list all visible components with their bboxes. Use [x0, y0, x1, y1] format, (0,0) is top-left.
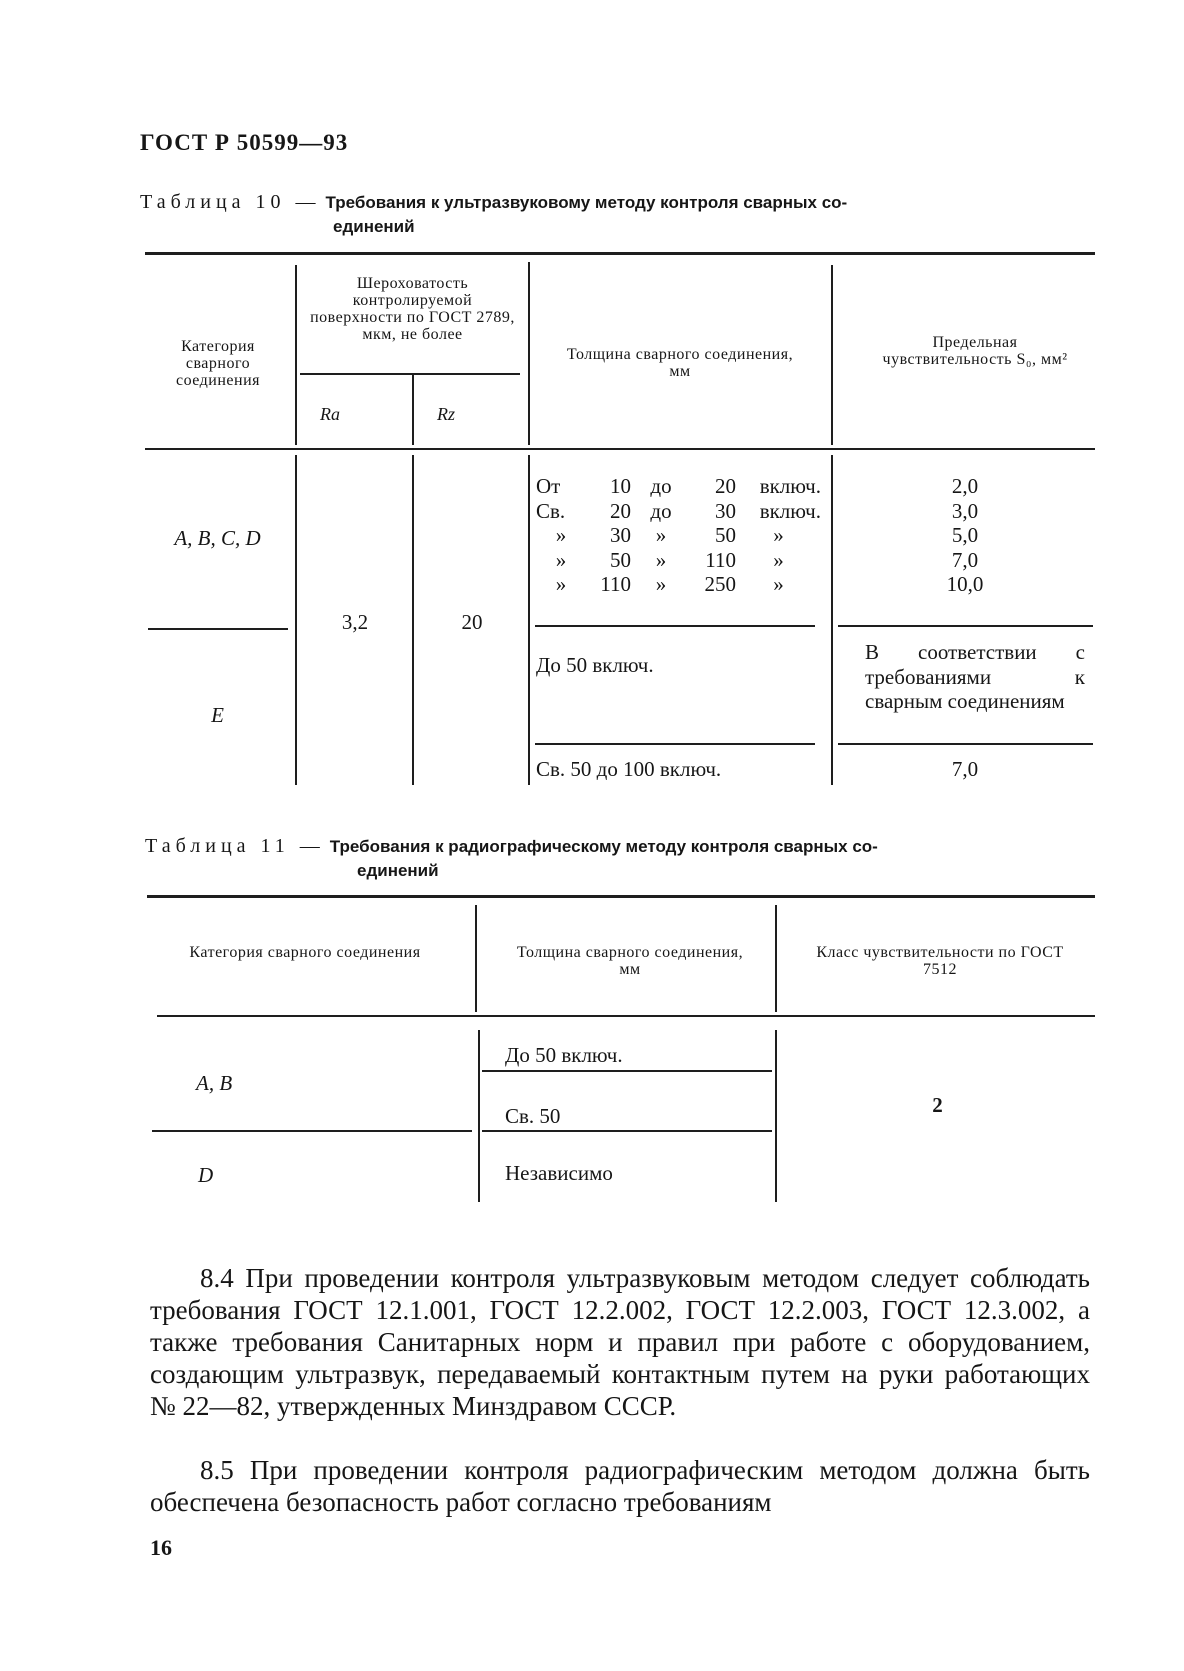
table10-range-row: » 50 » 110 » [555, 547, 784, 572]
table10-vline-1b [295, 455, 297, 785]
table11-cat-rule [152, 1130, 472, 1132]
table11-top-rule [147, 895, 1095, 898]
table11-thickness-1: До 50 включ. [505, 1043, 623, 1067]
table10-sub-rule [300, 373, 520, 375]
table11-thick-rule-2 [482, 1130, 772, 1132]
table11-thickness-2: Св. 50 [505, 1104, 561, 1128]
table11-thickness-3: Независимо [505, 1161, 613, 1185]
table10-col-rz: Rz [437, 404, 455, 424]
table10-vline-2b [412, 455, 414, 785]
table10-header-rule [145, 448, 1095, 450]
table10-col-category: Категория сварного соединения [175, 338, 261, 389]
table11-thick-rule-1 [482, 1070, 772, 1072]
table10-sens-rule-2 [838, 743, 1093, 745]
table11-col-class: Класс чувствительности по ГОСТ 7512 [816, 944, 1064, 978]
table10-rz-value: 20 [461, 610, 483, 634]
table10-category-e: E [211, 703, 224, 727]
page-number: 16 [150, 1535, 172, 1560]
table11-header-rule [157, 1015, 1095, 1017]
table10-e-sensitivity-2: 7,0 [951, 757, 979, 781]
paragraph-8-5: 8.5 При проведении контроля радиографическим методом должна быть обеспечена безопасность работ согласно требованиям [150, 1455, 1090, 1517]
table10-vline-4 [831, 265, 833, 445]
table11-vline-1 [475, 905, 477, 1012]
table10-range-row: От 10 до 20 включ. [536, 474, 821, 498]
table10-sensitivity-values: 2,0 3,0 5,0 7,0 10,0 [946, 474, 984, 596]
table10-top-rule [145, 252, 1095, 255]
table10-vline-2 [412, 375, 414, 445]
table10-caption-label: Таблица 10 — [140, 191, 321, 213]
table10-col-roughness: Шероховатость контролируемой поверхности по ГОСТ 2789, мкм, не более [310, 275, 515, 343]
table10-thickness-ranges [536, 474, 821, 597]
table11-col-category: Категория сварного соединения [189, 944, 421, 961]
table11-vline-2 [775, 905, 777, 1012]
table11-category-d: D [198, 1163, 214, 1187]
table10-category-abcd: A, B, C, D [174, 526, 261, 550]
table10-ra-value: 3,2 [341, 610, 369, 634]
table11-caption-text: Требования к радиографическому методу контроля сварных со- [329, 837, 878, 856]
table10-cat-rule [148, 628, 288, 630]
table11-vline-1b [478, 1030, 480, 1202]
table11-category-ab: A, B [196, 1071, 233, 1095]
table11-caption-cont: единений [357, 861, 439, 880]
table10-sens-rule-1 [838, 625, 1093, 627]
table10-range-row: » 30 » 50 » [555, 523, 784, 547]
paragraph-8-4: 8.4 При проведении контроля ультразвуковым методом следует соблюдать требования ГОСТ 12.1.001, ГОСТ 12.2.002, ГОСТ 12.2.003, ГОСТ 12.3.002, а также требования Санитарных норм и правил при работе с оборудованием, создающим ультразвук, передаваемый контактным путем на руки работающих № 22—82, утвержденных Минздравом СССР. [150, 1263, 1090, 1421]
table10-vline-3 [528, 262, 530, 445]
table10-col-sensitivity: Предельная чувствительность S₀, мм² [882, 334, 1068, 368]
table10-caption [140, 190, 1090, 215]
table11-class-value: 2 [932, 1093, 943, 1117]
table10-vline-4b [831, 455, 833, 785]
table11-vline-2b [775, 1030, 777, 1202]
table10-e-thickness-2: Св. 50 до 100 включ. [536, 757, 722, 781]
table10-vline-3b [528, 455, 530, 785]
table10-col-thickness: Толщина сварного соединения, мм [566, 346, 794, 380]
table10-range-row: Св. 20 до 30 включ. [536, 498, 821, 523]
table10-col-ra: Ra [320, 404, 340, 424]
table11-caption-label: Таблица 11 — [145, 835, 325, 857]
table10-e-sensitivity-1: В соответствии с требованиями к сварным соединениям [865, 640, 1085, 713]
table10-vline-1 [295, 265, 297, 445]
table10-range-row: » 110 » 250 » [555, 572, 784, 596]
table10-e-thickness-1: До 50 включ. [536, 653, 654, 677]
table11-caption [145, 834, 1095, 859]
table11-col-thickness: Толщина сварного соединения, мм [516, 944, 744, 978]
document-header: ГОСТ Р 50599—93 [140, 130, 349, 155]
table10-thick-rule-2 [535, 743, 815, 745]
table10-thick-rule-1 [535, 625, 815, 627]
table10-caption-text: Требования к ультразвуковому методу контроля сварных со- [325, 193, 848, 212]
table10-caption-cont: единений [333, 217, 415, 236]
